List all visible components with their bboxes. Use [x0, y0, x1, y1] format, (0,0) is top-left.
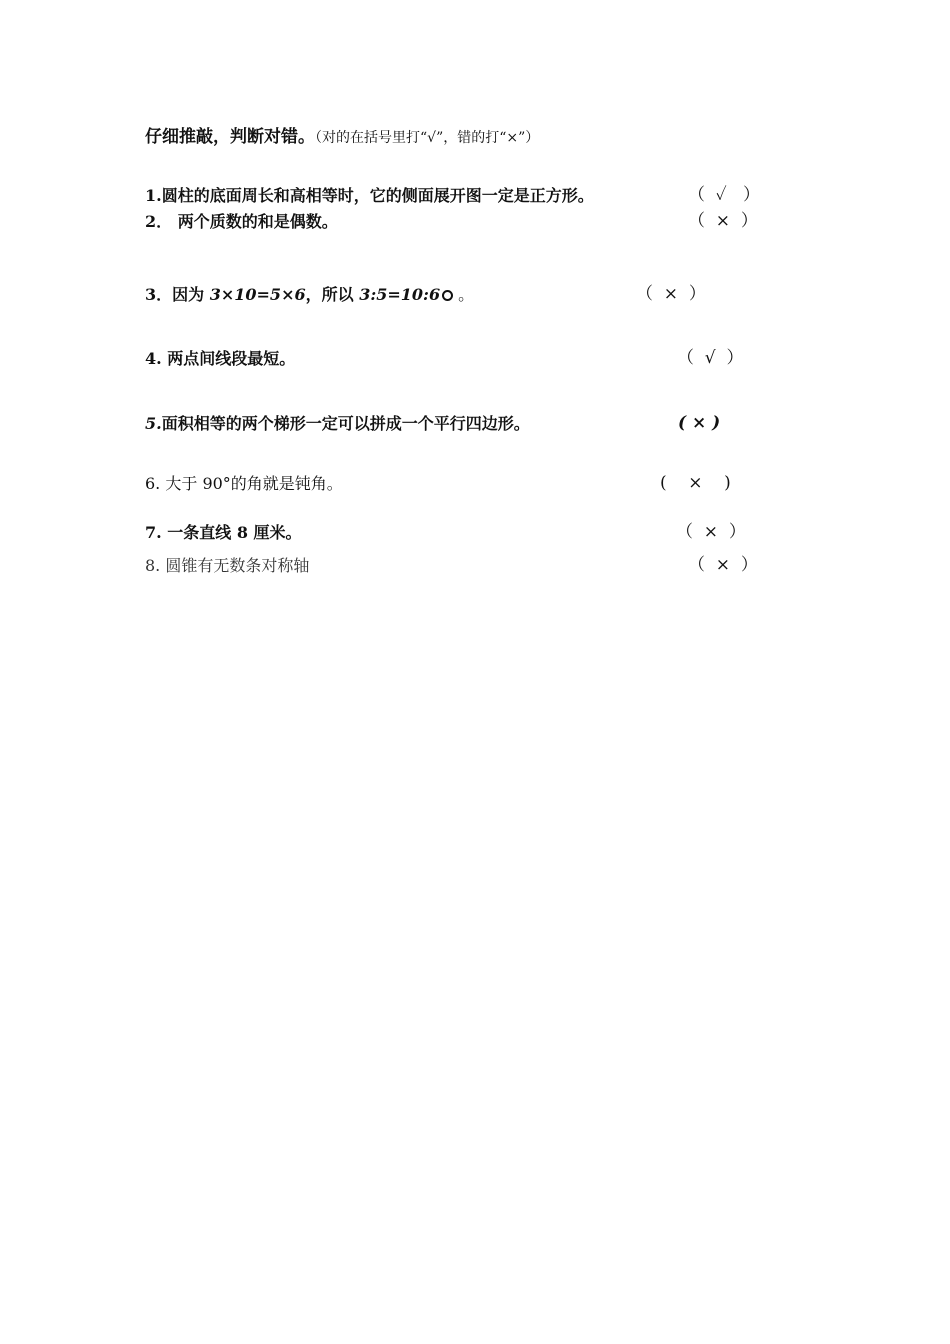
question-8: 8. 圆锥有无数条对称轴: [145, 556, 310, 575]
answer-4: （ √ ）: [677, 348, 744, 368]
question-5: [145, 416, 530, 432]
section-title: [145, 129, 539, 146]
answer-8: （ × ）: [688, 555, 758, 575]
question-2: 2． 两个质数的和是偶数。: [145, 212, 338, 231]
title-main: 仔细推敲，判断对错。: [145, 127, 315, 147]
question-6: 6. 大于 90°的角就是钝角。: [145, 474, 343, 493]
title-note: （对的在括号里打“√”，错的打“×”）: [315, 130, 540, 146]
answer-3: （ × ）: [636, 284, 706, 304]
answer-2: （ × ）: [688, 211, 758, 231]
circle-mark-icon: [442, 290, 453, 301]
question-5-number: 5.: [145, 414, 162, 433]
question-1: 1.圆柱的底面周长和高相等时，它的侧面展开图一定是正方形。: [145, 186, 594, 205]
question-3-middle: ，所以: [305, 285, 360, 304]
question-3-suffix: 。: [453, 285, 475, 304]
question-4: 4. 两点间线段最短。: [145, 349, 296, 368]
question-3-formula-2: 3:5=10:6: [359, 285, 441, 304]
question-3-prefix: 3．因为: [145, 285, 210, 304]
question-7: 7. 一条直线 8 厘米。: [145, 523, 302, 542]
answer-6: ( × ): [660, 473, 731, 493]
question-3: [145, 287, 474, 303]
answer-7: （ × ）: [676, 522, 746, 542]
question-3-formula-1: 3×10=5×6: [209, 285, 306, 304]
answer-1: （ ✓ ）: [688, 185, 760, 205]
question-5-text: 面积相等的两个梯形一定可以拼成一个平行四边形。: [161, 414, 530, 433]
answer-5: ( × ): [678, 413, 721, 433]
